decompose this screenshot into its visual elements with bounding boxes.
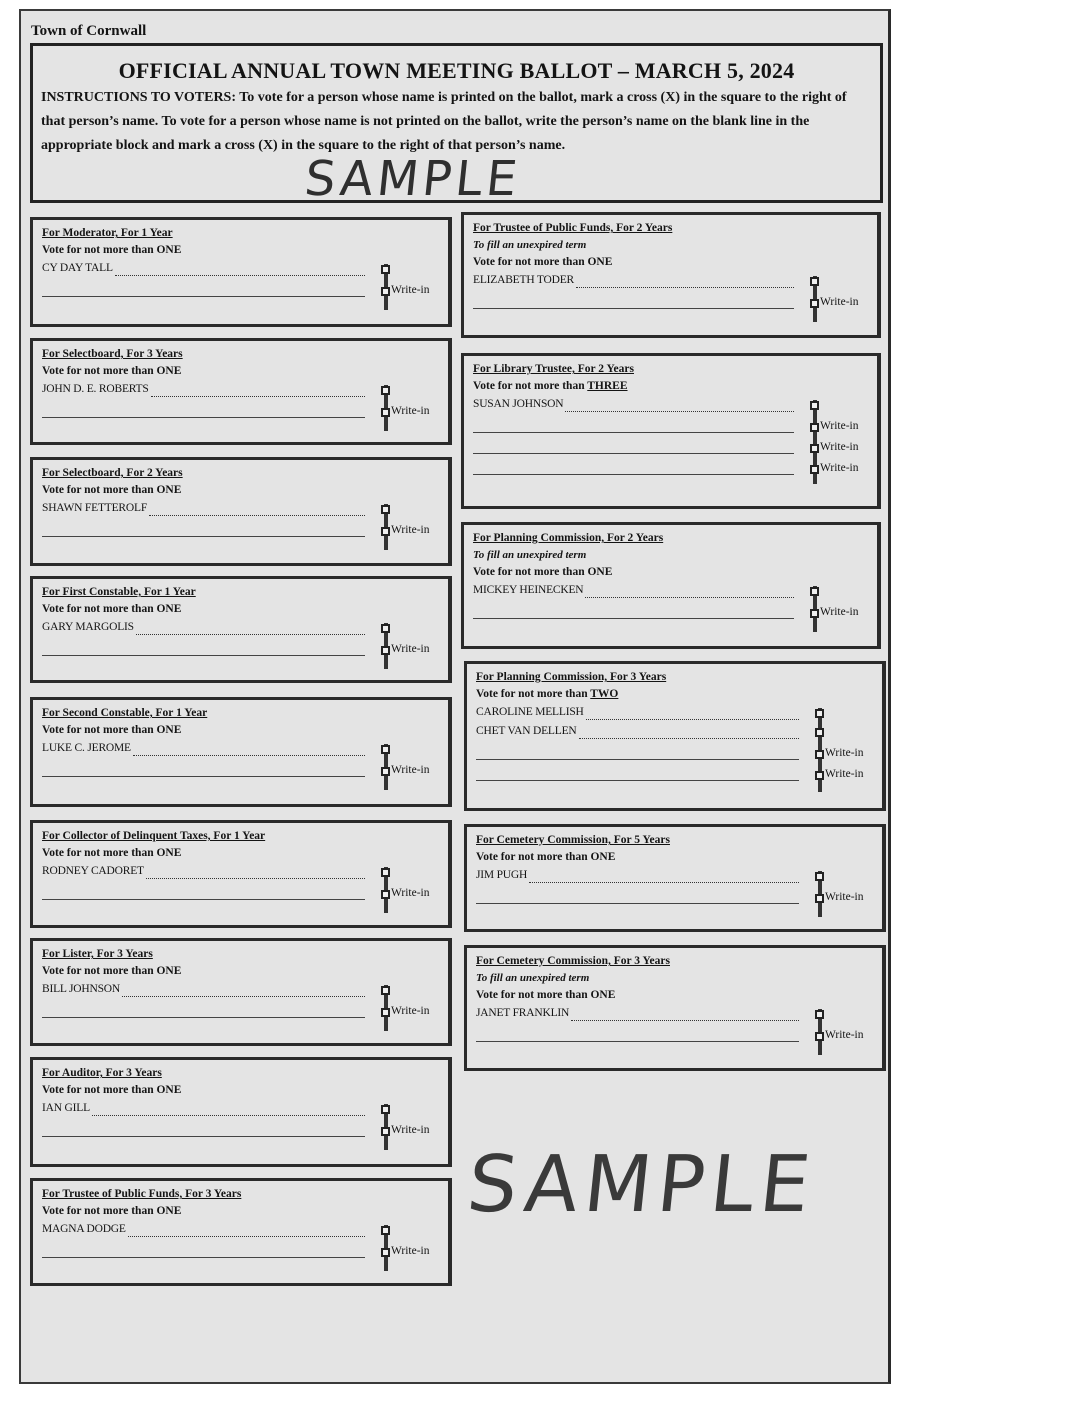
write-in-checkbox[interactable] [381, 1127, 390, 1136]
vote-checkbox[interactable] [810, 401, 819, 410]
leader-dots [565, 411, 794, 412]
race-title: For Trustee of Public Funds, For 3 Years [42, 1188, 242, 1200]
race-block [30, 576, 452, 683]
vote-limit-count: ONE [156, 603, 182, 615]
race-block [30, 217, 452, 327]
race-block [30, 457, 452, 566]
vote-limit-prefix: Vote for not more than [42, 244, 154, 256]
write-in-checkbox[interactable] [815, 771, 824, 780]
race-title: For Library Trustee, For 2 Years [473, 363, 634, 375]
vote-checkbox[interactable] [381, 505, 390, 514]
vote-limit-count: TWO [590, 688, 619, 700]
vote-limit [42, 365, 181, 377]
write-in-label: Write-in [825, 768, 864, 780]
write-in-checkbox[interactable] [810, 465, 819, 474]
race-block [464, 661, 886, 811]
race-title: For Cemetery Commission, For 3 Years [476, 955, 670, 967]
write-in-field[interactable] [476, 903, 799, 904]
vote-checkbox[interactable] [381, 624, 390, 633]
vote-limit [42, 847, 181, 859]
candidate-name: JOHN D. E. ROBERTS [42, 383, 149, 395]
candidate-name: RODNEY CADORET [42, 865, 144, 877]
vote-limit-count: ONE [156, 1084, 182, 1096]
write-in-checkbox[interactable] [815, 1032, 824, 1041]
write-in-field[interactable] [473, 432, 794, 433]
vote-limit [473, 566, 612, 578]
race-title: For Lister, For 3 Years [42, 948, 153, 960]
candidate-name: CHET VAN DELLEN [476, 725, 577, 737]
write-in-label: Write-in [391, 1124, 430, 1136]
race-block [461, 353, 881, 509]
vote-checkbox[interactable] [381, 745, 390, 754]
vote-limit-prefix: Vote for not more than [42, 724, 154, 736]
race-block [30, 338, 452, 445]
vote-limit [473, 256, 612, 268]
race-title: For Selectboard, For 2 Years [42, 467, 183, 479]
voter-instructions: INSTRUCTIONS TO VOTERS: To vote for a person whose name is printed on the ballot, mark a cross (X) in the square to the right of that person’s name. To vote for a person whose name is not printed on the ballot, write the person’s name on the blank line in the appropriate block and mark a cross (X) in the square to the right of that person’s name. [41, 90, 847, 153]
vote-checkbox[interactable] [381, 1105, 390, 1114]
vote-limit-count: ONE [156, 365, 182, 377]
write-in-checkbox[interactable] [381, 408, 390, 417]
write-in-label: Write-in [825, 1029, 864, 1041]
write-in-label: Write-in [820, 462, 859, 474]
write-in-field[interactable] [473, 618, 794, 619]
vote-limit [473, 380, 628, 392]
write-in-field[interactable] [42, 899, 365, 900]
write-in-label: Write-in [391, 1005, 430, 1017]
ballot-title: OFFICIAL ANNUAL TOWN MEETING BALLOT – MARCH 5, 2024 [118, 58, 795, 83]
write-in-field[interactable] [42, 655, 365, 656]
leader-dots [115, 275, 365, 276]
vote-limit-prefix: Vote for not more than [42, 847, 154, 859]
write-in-label: Write-in [391, 1245, 430, 1257]
vote-limit-count: ONE [156, 244, 182, 256]
vote-limit-count: ONE [156, 847, 182, 859]
leader-dots [122, 996, 365, 997]
write-in-label: Write-in [820, 606, 859, 618]
write-in-checkbox[interactable] [381, 1008, 390, 1017]
vote-checkbox[interactable] [381, 386, 390, 395]
leader-dots [586, 719, 799, 720]
vote-limit-count: ONE [156, 965, 182, 977]
race-note: To fill an unexpired term [473, 549, 587, 561]
write-in-label: Write-in [391, 284, 430, 296]
vote-limit-count: ONE [590, 851, 616, 863]
vote-limit-prefix: Vote for not more than [473, 256, 585, 268]
vote-limit-prefix: Vote for not more than [473, 566, 585, 578]
vote-limit-count: ONE [587, 256, 613, 268]
vote-limit-prefix: Vote for not more than [476, 688, 588, 700]
write-in-label: Write-in [820, 420, 859, 432]
vote-limit [42, 603, 181, 615]
vote-checkbox[interactable] [381, 986, 390, 995]
vote-checkbox[interactable] [815, 1010, 824, 1019]
race-title: For Selectboard, For 3 Years [42, 348, 183, 360]
candidate-name: LUKE C. JEROME [42, 742, 131, 754]
leader-dots [136, 634, 365, 635]
vote-limit [42, 965, 181, 977]
vote-checkbox[interactable] [810, 277, 819, 286]
write-in-checkbox[interactable] [810, 444, 819, 453]
write-in-label: Write-in [391, 764, 430, 776]
write-in-checkbox[interactable] [810, 609, 819, 618]
write-in-field[interactable] [42, 536, 365, 537]
vote-limit-prefix: Vote for not more than [473, 380, 585, 392]
vote-limit-count: ONE [156, 724, 182, 736]
leader-dots [146, 878, 365, 879]
write-in-checkbox[interactable] [810, 423, 819, 432]
race-title: For Moderator, For 1 Year [42, 227, 173, 239]
leader-dots [92, 1115, 365, 1116]
race-title: For Cemetery Commission, For 5 Years [476, 834, 670, 846]
vote-limit-prefix: Vote for not more than [42, 1084, 154, 1096]
vote-limit-prefix: Vote for not more than [476, 989, 588, 1001]
vote-limit-prefix: Vote for not more than [42, 603, 154, 615]
vote-limit-prefix: Vote for not more than [42, 1205, 154, 1217]
write-in-checkbox[interactable] [815, 750, 824, 759]
write-in-field[interactable] [476, 759, 799, 760]
write-in-checkbox[interactable] [381, 646, 390, 655]
race-title: For Collector of Delinquent Taxes, For 1 Year [42, 830, 266, 842]
sample-watermark-bottom: SAMPLE [463, 1140, 821, 1230]
candidate-name: BILL JOHNSON [42, 983, 120, 995]
vote-limit-prefix: Vote for not more than [42, 484, 154, 496]
vote-checkbox[interactable] [815, 728, 824, 737]
candidate-name: JIM PUGH [476, 869, 528, 881]
write-in-field[interactable] [42, 296, 365, 297]
write-in-field[interactable] [476, 1041, 799, 1042]
race-block [461, 212, 881, 338]
vote-limit [476, 851, 615, 863]
race-block [461, 522, 881, 649]
vote-limit [476, 688, 618, 700]
race-block [30, 697, 452, 807]
vote-limit [42, 724, 181, 736]
vote-checkbox[interactable] [381, 265, 390, 274]
race-block [30, 820, 452, 928]
candidate-name: CAROLINE MELLISH [476, 706, 584, 718]
candidate-name: JANET FRANKLIN [476, 1007, 570, 1019]
vote-checkbox[interactable] [815, 872, 824, 881]
vote-limit-prefix: Vote for not more than [42, 965, 154, 977]
write-in-label: Write-in [820, 296, 859, 308]
candidate-name: MAGNA DODGE [42, 1223, 126, 1235]
vote-limit-count: ONE [590, 989, 616, 1001]
leader-dots [149, 515, 365, 516]
race-title: For Planning Commission, For 2 Years [473, 532, 664, 544]
vote-limit [42, 244, 181, 256]
vote-limit [42, 1084, 181, 1096]
candidate-name: GARY MARGOLIS [42, 621, 134, 633]
town-name: Town of Cornwall [31, 23, 147, 39]
write-in-label: Write-in [391, 524, 430, 536]
sample-watermark-top: SAMPLE [302, 151, 524, 207]
vote-checkbox[interactable] [381, 1226, 390, 1235]
write-in-checkbox[interactable] [810, 299, 819, 308]
vote-limit-prefix: Vote for not more than [42, 365, 154, 377]
leader-dots [585, 597, 794, 598]
vote-limit-count: ONE [156, 1205, 182, 1217]
candidate-name: IAN GILL [42, 1102, 90, 1114]
race-block [464, 824, 886, 932]
write-in-checkbox[interactable] [381, 890, 390, 899]
race-title: For Second Constable, For 1 Year [42, 707, 208, 719]
write-in-field[interactable] [473, 453, 794, 454]
vote-checkbox[interactable] [815, 709, 824, 718]
write-in-label: Write-in [391, 405, 430, 417]
race-note: To fill an unexpired term [476, 972, 590, 984]
vote-checkbox[interactable] [381, 868, 390, 877]
race-title: For Auditor, For 3 Years [42, 1067, 162, 1079]
leader-dots [571, 1020, 799, 1021]
candidate-name: SHAWN FETTEROLF [42, 502, 148, 514]
leader-dots [529, 882, 799, 883]
write-in-checkbox[interactable] [381, 287, 390, 296]
leader-dots [128, 1236, 365, 1237]
write-in-checkbox[interactable] [381, 527, 390, 536]
race-block [30, 938, 452, 1046]
write-in-checkbox[interactable] [381, 767, 390, 776]
race-title: For Planning Commission, For 3 Years [476, 671, 667, 683]
leader-dots [133, 755, 365, 756]
write-in-label: Write-in [825, 891, 864, 903]
race-block [464, 945, 886, 1071]
race-block [30, 1057, 452, 1167]
write-in-field[interactable] [476, 780, 799, 781]
write-in-label: Write-in [391, 643, 430, 655]
vote-checkbox[interactable] [810, 587, 819, 596]
vote-limit [476, 989, 615, 1001]
leader-dots [151, 396, 365, 397]
write-in-field[interactable] [473, 474, 794, 475]
race-block [30, 1178, 452, 1286]
write-in-label: Write-in [825, 747, 864, 759]
leader-dots [576, 287, 794, 288]
candidate-name: SUSAN JOHNSON [473, 398, 564, 410]
write-in-field[interactable] [42, 1017, 365, 1018]
vote-limit [42, 1205, 181, 1217]
race-title: For Trustee of Public Funds, For 2 Years [473, 222, 673, 234]
write-in-field[interactable] [42, 776, 365, 777]
write-in-label: Write-in [820, 441, 859, 453]
candidate-name: ELIZABETH TODER [473, 274, 575, 286]
vote-limit-count: ONE [587, 566, 613, 578]
vote-limit-prefix: Vote for not more than [476, 851, 588, 863]
write-in-field[interactable] [473, 308, 794, 309]
write-in-checkbox[interactable] [815, 894, 824, 903]
candidate-name: CY DAY TALL [42, 262, 113, 274]
race-note: To fill an unexpired term [473, 239, 587, 251]
write-in-field[interactable] [42, 417, 365, 418]
write-in-checkbox[interactable] [381, 1248, 390, 1257]
leader-dots [579, 738, 799, 739]
vote-limit-count: THREE [587, 380, 628, 392]
write-in-field[interactable] [42, 1257, 365, 1258]
candidate-name: MICKEY HEINECKEN [473, 584, 584, 596]
race-title: For First Constable, For 1 Year [42, 586, 196, 598]
vote-limit-count: ONE [156, 484, 182, 496]
write-in-field[interactable] [42, 1136, 365, 1137]
vote-limit [42, 484, 181, 496]
write-in-label: Write-in [391, 887, 430, 899]
